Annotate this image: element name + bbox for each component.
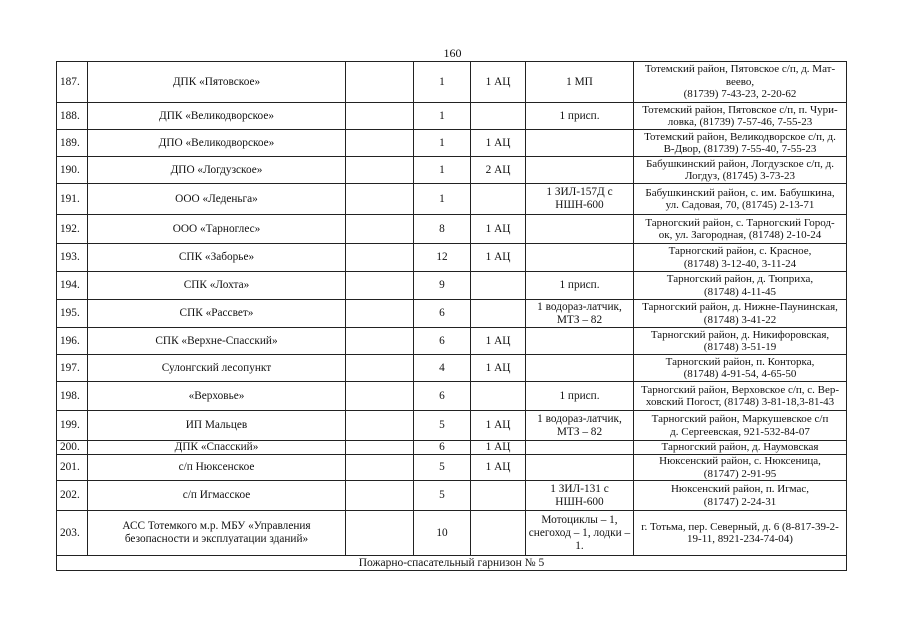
- equipment: 1 присп.: [526, 272, 634, 300]
- tanker-count: 1 АЦ: [471, 441, 526, 455]
- extra-cell: [346, 411, 414, 441]
- address-line: В-Двор, (81739) 7-55-40, 7-55-23: [663, 143, 817, 155]
- address-line: Тарногский район, с. Красное,: [668, 245, 812, 257]
- unit-name: ДПО «Великодворское»: [88, 130, 346, 157]
- table-row: [57, 130, 847, 157]
- address-line: 19-11, 8921-234-74-04): [687, 533, 793, 545]
- address-line: Нюксенский район, с. Нюксеница,: [659, 455, 821, 467]
- address-line: (81739) 7-43-23, 2-20-62: [683, 88, 797, 101]
- address-line: (81748) 4-91-54, 4-65-50: [683, 368, 797, 380]
- address-phone: [634, 103, 847, 130]
- unit-name: ДПК «Великодворское»: [88, 103, 346, 130]
- unit-name: ДПО «Логдузское»: [88, 157, 346, 184]
- equipment: [526, 157, 634, 184]
- extra-cell: [346, 272, 414, 300]
- unit-name: ООО «Тарноглес»: [88, 215, 346, 244]
- address-line: Тарногский район, д. Наумовская: [661, 441, 819, 454]
- tanker-count: [471, 103, 526, 130]
- table-row: [57, 215, 847, 244]
- address-line: ул. Садовая, 70, (81745) 2-13-71: [665, 199, 815, 211]
- row-number: 197.: [57, 355, 88, 382]
- address-phone: [634, 184, 847, 215]
- tanker-count: [471, 511, 526, 556]
- unit-name: Сулонгский лесопункт: [88, 355, 346, 382]
- unit-name: «Верховье»: [88, 382, 346, 411]
- row-number: 189.: [57, 130, 88, 157]
- extra-cell: [346, 481, 414, 511]
- address-line: Логдуз, (81745) 3-73-23: [685, 170, 795, 182]
- personnel-count: 6: [414, 441, 471, 455]
- equipment: Мотоциклы – 1, снегоход – 1, лодки – 1.: [526, 511, 634, 556]
- address-line: (81748) 3-41-22: [703, 313, 777, 326]
- row-number: 193.: [57, 244, 88, 272]
- table-row: [57, 411, 847, 441]
- unit-name: АСС Тотемкого м.р. МБУ «Управления безопасности и эксплуатации зданий»: [88, 511, 346, 556]
- address-line: (81748) 4-11-45: [704, 285, 776, 298]
- address-phone: [634, 511, 847, 556]
- table-row: [57, 382, 847, 411]
- extra-cell: [346, 300, 414, 328]
- table-row: [57, 300, 847, 328]
- personnel-count: 1: [414, 62, 471, 103]
- extra-cell: [346, 130, 414, 157]
- row-number: 202.: [57, 481, 88, 511]
- tanker-count: 2 АЦ: [471, 157, 526, 184]
- equipment: 1 присп.: [526, 103, 634, 130]
- personnel-count: 1: [414, 157, 471, 184]
- row-number: 199.: [57, 411, 88, 441]
- personnel-count: 10: [414, 511, 471, 556]
- address-phone: [634, 130, 847, 157]
- address-line: г. Тотьма, пер. Северный, д. 6 (8-817-39-2-: [641, 520, 839, 533]
- equipment: 1 водораз-латчик, МТЗ – 82: [526, 300, 634, 328]
- unit-name: ИП Мальцев: [88, 411, 346, 441]
- address-phone: [634, 300, 847, 328]
- address-line: Тарногский район, д. Никифоровская,: [650, 328, 830, 341]
- fire-units-table: [56, 61, 847, 571]
- address-line: ховский Погост, (81748) 3-81-18,3-81-43: [645, 396, 835, 408]
- table-row: [57, 481, 847, 511]
- row-number: 200.: [57, 441, 88, 455]
- row-number: 192.: [57, 215, 88, 244]
- address-line: веево,: [725, 75, 755, 88]
- row-number: 196.: [57, 328, 88, 355]
- unit-name: с/п Нюксенское: [88, 455, 346, 481]
- table-body: [57, 62, 847, 571]
- personnel-count: 5: [414, 411, 471, 441]
- extra-cell: [346, 215, 414, 244]
- extra-cell: [346, 455, 414, 481]
- address-line: Нюксенский район, п. Игмас,: [670, 483, 810, 495]
- address-line: ловка, (81739) 7-57-46, 7-55-23: [667, 116, 813, 128]
- table-row: [57, 103, 847, 130]
- tanker-count: 1 АЦ: [471, 244, 526, 272]
- tanker-count: [471, 382, 526, 411]
- personnel-count: 6: [414, 300, 471, 328]
- extra-cell: [346, 355, 414, 382]
- address-phone: [634, 455, 847, 481]
- row-number: 203.: [57, 511, 88, 556]
- personnel-count: 4: [414, 355, 471, 382]
- personnel-count: 1: [414, 130, 471, 157]
- row-number: 194.: [57, 272, 88, 300]
- address-line: Тарногский район, Маркушевское с/п: [651, 413, 829, 425]
- address-line: Тарногский район, п. Конторка,: [665, 355, 815, 368]
- address-line: (81748) 3-12-40, 3-11-24: [683, 257, 797, 270]
- address-line: Тотемский район, Пятовское с/п, д. Мат-: [644, 63, 836, 76]
- address-line: Тарногский район, д. Тюприха,: [666, 273, 814, 285]
- address-phone: [634, 382, 847, 411]
- address-phone: [634, 481, 847, 511]
- equipment: [526, 244, 634, 272]
- table-row: [57, 556, 847, 571]
- tanker-count: 1 АЦ: [471, 130, 526, 157]
- unit-name: с/п Игмасское: [88, 481, 346, 511]
- address-line: Тотемский район, Пятовское с/п, п. Чури-: [642, 103, 838, 116]
- personnel-count: 5: [414, 455, 471, 481]
- tanker-count: [471, 272, 526, 300]
- row-number: 191.: [57, 184, 88, 215]
- address-line: Тарногский район, с. Тарногский Город-: [645, 216, 835, 229]
- address-phone: [634, 157, 847, 184]
- personnel-count: 8: [414, 215, 471, 244]
- unit-name: СПК «Верхне-Спасский»: [88, 328, 346, 355]
- equipment: [526, 130, 634, 157]
- row-number: 187.: [57, 62, 88, 103]
- table-row: [57, 184, 847, 215]
- row-number: 190.: [57, 157, 88, 184]
- address-line: (81747) 2-91-95: [703, 467, 777, 480]
- unit-name: ДПК «Спасский»: [88, 441, 346, 455]
- tanker-count: 1 АЦ: [471, 411, 526, 441]
- address-line: д. Сергеевская, 921-532-84-07: [670, 425, 810, 438]
- personnel-count: 6: [414, 328, 471, 355]
- tanker-count: 1 АЦ: [471, 328, 526, 355]
- row-number: 201.: [57, 455, 88, 481]
- extra-cell: [346, 103, 414, 130]
- table-row: [57, 244, 847, 272]
- tanker-count: 1 АЦ: [471, 455, 526, 481]
- equipment: [526, 441, 634, 455]
- tanker-count: [471, 184, 526, 215]
- equipment: 1 ЗИЛ-131 с НШН-600: [526, 481, 634, 511]
- unit-name: СПК «Рассвет»: [88, 300, 346, 328]
- extra-cell: [346, 511, 414, 556]
- table-row: [57, 157, 847, 184]
- extra-cell: [346, 244, 414, 272]
- tanker-count: 1 АЦ: [471, 215, 526, 244]
- tanker-count: 1 АЦ: [471, 62, 526, 103]
- table-row: [57, 511, 847, 556]
- table-row: [57, 455, 847, 481]
- extra-cell: [346, 184, 414, 215]
- table-row: [57, 355, 847, 382]
- address-phone: [634, 411, 847, 441]
- address-line: Тотемский район, Великодворское с/п, д.: [644, 130, 836, 143]
- equipment: 1 присп.: [526, 382, 634, 411]
- row-number: 195.: [57, 300, 88, 328]
- extra-cell: [346, 328, 414, 355]
- table-row: [57, 328, 847, 355]
- personnel-count: 9: [414, 272, 471, 300]
- address-line: ок, ул. Загородная, (81748) 2-10-24: [658, 229, 822, 241]
- personnel-count: 1: [414, 184, 471, 215]
- extra-cell: [346, 382, 414, 411]
- address-line: Тарногский район, Верховское с/п, с. Вер-: [640, 383, 840, 396]
- equipment: 1 МП: [526, 62, 634, 103]
- tanker-count: 1 АЦ: [471, 355, 526, 382]
- address-phone: [634, 441, 847, 455]
- unit-name: ДПК «Пятовское»: [88, 62, 346, 103]
- address-phone: [634, 244, 847, 272]
- address-line: Бабушкинский район, с. им. Бабушкина,: [645, 186, 835, 199]
- address-phone: [634, 328, 847, 355]
- table-row: [57, 62, 847, 103]
- address-line: Тарногский район, д. Нижне-Паунинская,: [642, 301, 838, 313]
- address-phone: [634, 215, 847, 244]
- address-phone: [634, 272, 847, 300]
- equipment: [526, 455, 634, 481]
- table-row: [57, 441, 847, 455]
- row-number: 188.: [57, 103, 88, 130]
- row-number: 198.: [57, 382, 88, 411]
- garrison-footer: Пожарно-спасательный гарнизон № 5: [57, 556, 847, 571]
- table-row: [57, 272, 847, 300]
- unit-name: ООО «Леденьга»: [88, 184, 346, 215]
- tanker-count: [471, 481, 526, 511]
- page-number: 160: [443, 46, 462, 60]
- personnel-count: 5: [414, 481, 471, 511]
- tanker-count: [471, 300, 526, 328]
- personnel-count: 6: [414, 382, 471, 411]
- address-line: (81748) 3-51-19: [703, 341, 777, 353]
- personnel-count: 1: [414, 103, 471, 130]
- address-line: (81747) 2-24-31: [703, 495, 777, 508]
- personnel-count: 12: [414, 244, 471, 272]
- extra-cell: [346, 157, 414, 184]
- unit-name: СПК «Лохта»: [88, 272, 346, 300]
- equipment: [526, 215, 634, 244]
- equipment: 1 ЗИЛ-157Д с НШН-600: [526, 184, 634, 215]
- unit-name: СПК «Заборье»: [88, 244, 346, 272]
- equipment: [526, 355, 634, 382]
- address-phone: [634, 355, 847, 382]
- address-line: Бабушкинский район, Логдузское с/п, д.: [645, 157, 835, 170]
- equipment: [526, 328, 634, 355]
- extra-cell: [346, 441, 414, 455]
- extra-cell: [346, 62, 414, 103]
- equipment: 1 водораз-латчик, МТЗ – 82: [526, 411, 634, 441]
- address-phone: [634, 62, 847, 103]
